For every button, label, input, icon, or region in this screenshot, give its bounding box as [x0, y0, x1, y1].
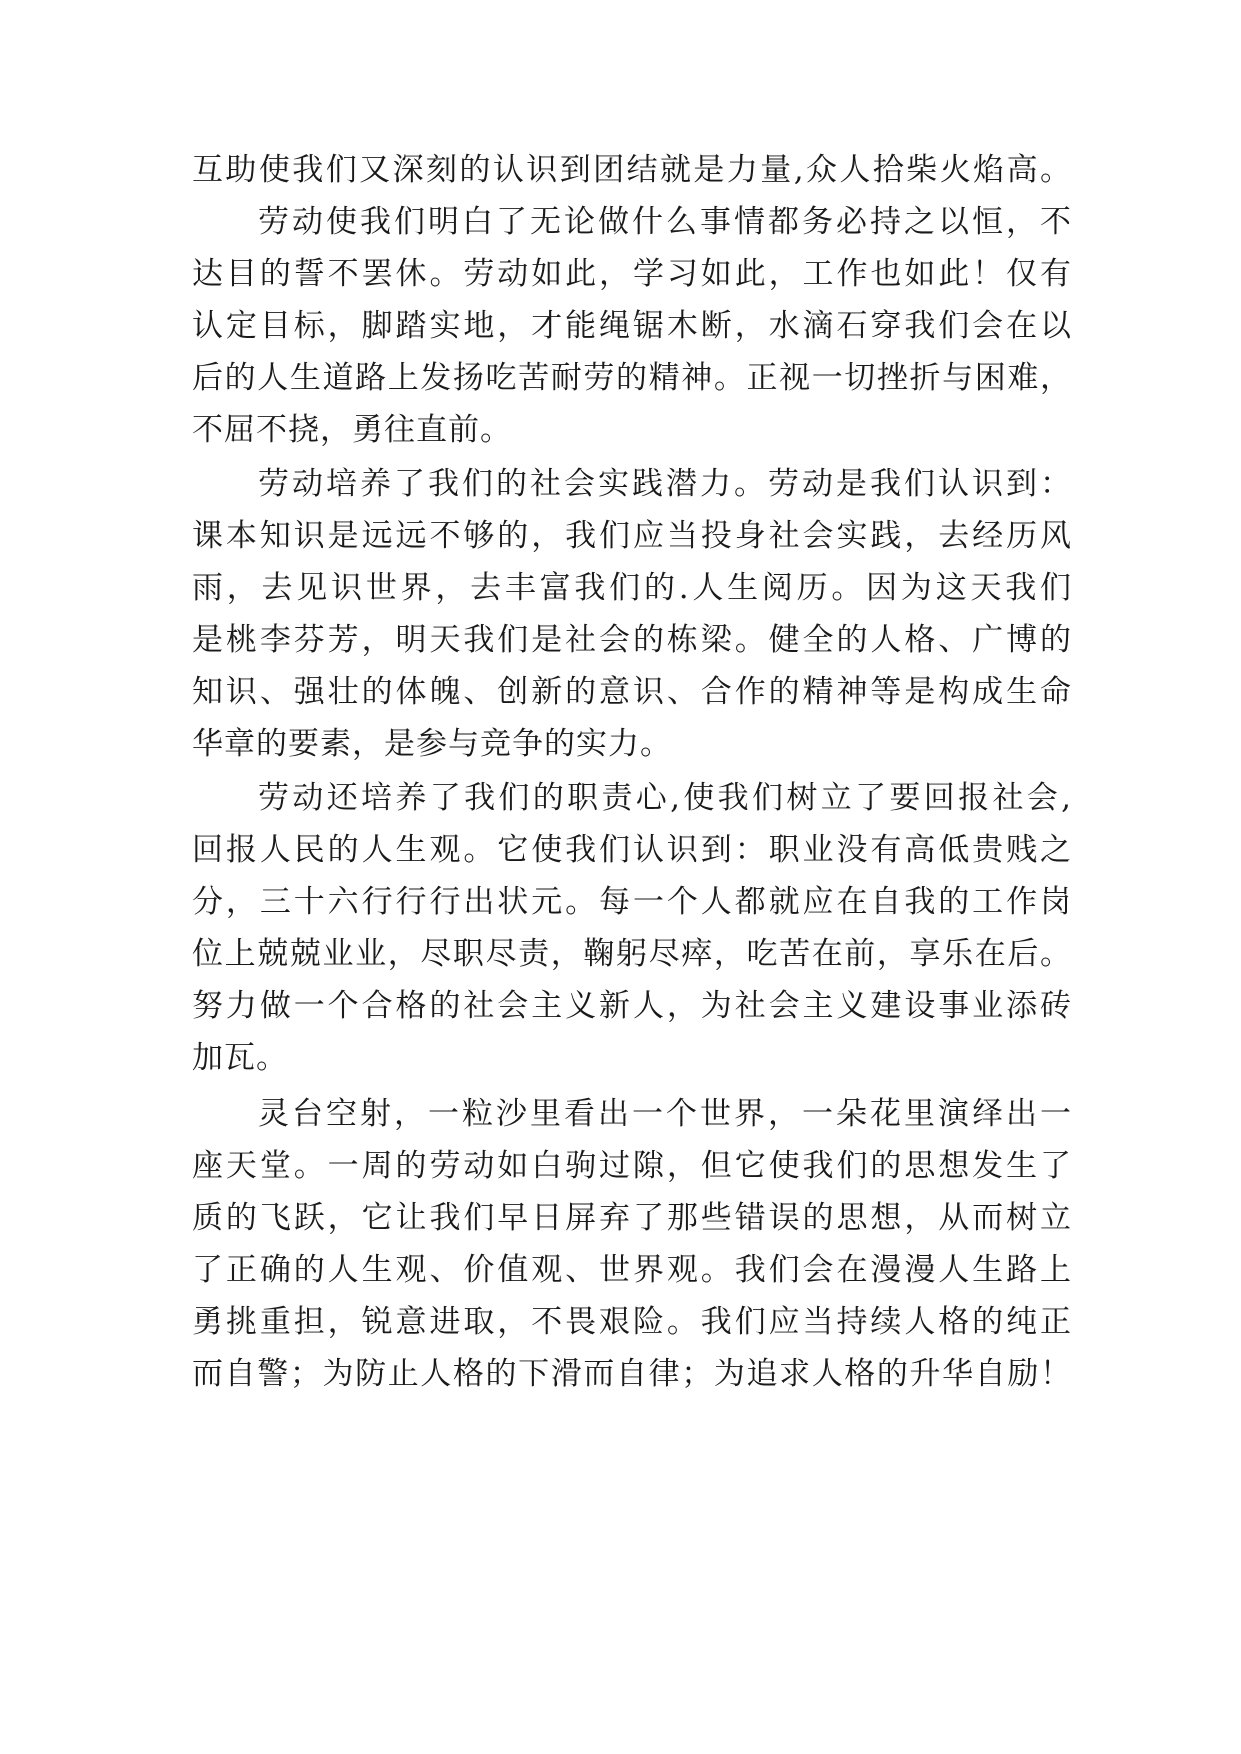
text-line: 互助使我们又深刻的认识到团结就是力量,众人拾柴火焰高。: [192, 152, 1072, 188]
text-line: 雨，去见识世界，去丰富我们的.人生阅历。因为这天我们: [192, 570, 1072, 606]
text-line: 华章的要素，是参与竞争的实力。: [192, 726, 672, 762]
text-line: 努力做一个合格的社会主义新人，为社会主义建设事业添砖: [192, 988, 1072, 1024]
text-line: 质的飞跃，它让我们早日屏弃了那些错误的思想，从而树立: [192, 1200, 1072, 1236]
text-line: 课本知识是远远不够的，我们应当投身社会实践，去经历风: [192, 518, 1072, 554]
paragraph-first-line: 劳动还培养了我们的职责心,使我们树立了要回报社会,: [258, 780, 1072, 816]
text-line: 达目的誓不罢休。劳动如此，学习如此，工作也如此！仅有: [192, 256, 1072, 292]
text-line: 位上兢兢业业，尽职尽责，鞠躬尽瘁，吃苦在前，享乐在后。: [192, 936, 1072, 972]
text-line: 而自警；为防止人格的下滑而自律；为追求人格的升华自励！: [192, 1356, 1072, 1392]
paragraph-first-line: 劳动培养了我们的社会实践潜力。劳动是我们认识到：: [258, 466, 1072, 502]
text-line: 认定目标，脚踏实地，才能绳锯木断，水滴石穿我们会在以: [192, 308, 1072, 344]
text-line: 后的人生道路上发扬吃苦耐劳的精神。正视一切挫折与困难，: [192, 360, 1072, 396]
text-line: 不屈不挠，勇往直前。: [192, 412, 512, 448]
text-line: 加瓦。: [192, 1040, 288, 1076]
text-line: 知识、强壮的体魄、创新的意识、合作的精神等是构成生命: [192, 674, 1072, 710]
text-line: 分，三十六行行行出状元。每一个人都就应在自我的工作岗: [192, 884, 1072, 920]
text-line: 是桃李芬芳，明天我们是社会的栋梁。健全的人格、广博的: [192, 622, 1072, 658]
text-line: 座天堂。一周的劳动如白驹过隙，但它使我们的思想发生了: [192, 1148, 1072, 1184]
text-line: 回报人民的人生观。它使我们认识到：职业没有高低贵贱之: [192, 832, 1072, 868]
paragraph-first-line: 灵台空射，一粒沙里看出一个世界，一朵花里演绎出一: [258, 1096, 1072, 1132]
text-line: 了正确的人生观、价值观、世界观。我们会在漫漫人生路上: [192, 1252, 1072, 1288]
text-line: 勇挑重担，锐意进取，不畏艰险。我们应当持续人格的纯正: [192, 1304, 1072, 1340]
paragraph-first-line: 劳动使我们明白了无论做什么事情都务必持之以恒，不: [258, 204, 1072, 240]
